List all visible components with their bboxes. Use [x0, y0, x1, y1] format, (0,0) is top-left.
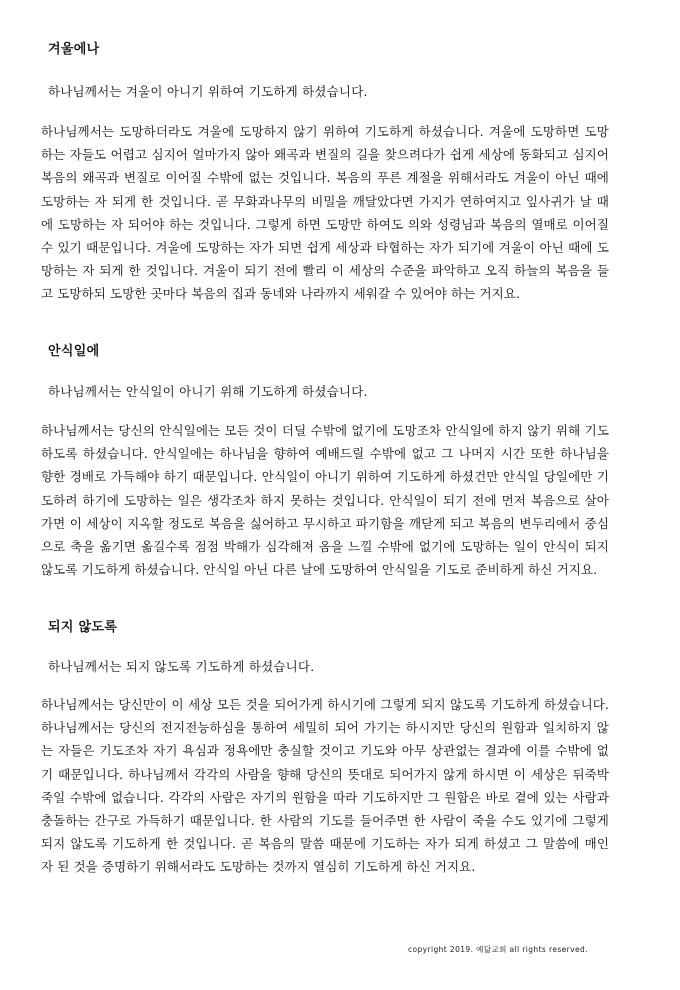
section-title-sabbath: 안식일에: [48, 344, 100, 359]
section-lead-not-become: 하나님께서는 되지 않도록 기도하게 하셨습니다.: [48, 659, 315, 674]
section-title-winter: 겨울에나: [48, 42, 100, 57]
section-body-sabbath: 하나님께서는 당신의 안식일에는 모든 것이 더딜 수밖에 없기에 도망조차 안식일에 하지 않기 위해 기도하도록 하셨습니다. 안식일에는 하나님을 향하여 예배드릴 수밖에 없고 그 나머지 시간 또한 하나님을 향한 경배로 가득해야 하기 때문입니다. 안식일이 아니기 위하여 기도하게 하셨건만 안식일 당일에만 기도하려 하기에 도망하는 일은 생각조차 하지 못하는 것입니다. 안식일이 되기 전에 먼저 복음으로 살아가면 이 세상이 지옥할 정도로 복음을 싫어하고 무시하고 파기함을 깨닫게 되고 복음의 변두리에서 중심으로 축을 옮기면 옮길수록 점점 박해가 심각해져 옴을 느낄 수밖에 없기에 도망하는 일이 안식이 되지 않도록 기도하게 하셨습니다. 안식일 아닌 다른 날에 도망하여 안식일을 기도로 준비하게 하신 거지요.: [41, 423, 609, 578]
section-title-not-become: 되지 않도록: [48, 620, 118, 635]
copyright-footer: copyright 2019. 예닮교회 all rights reserved.: [408, 945, 588, 954]
section-body-winter: 하나님께서는 도망하더라도 겨울에 도망하지 않기 위하여 기도하게 하셨습니다. 겨울에 도망하면 도망하는 자들도 어렵고 심지어 얼마가지 않아 왜곡과 변질의 길을 찾으려다가 쉽게 세상에 동화되고 심지어 복음의 왜곡과 변질로 이어질 수밖에 없는 것입니다. 복음의 푸른 계절을 위해서라도 겨울이 아닌 때에 도망하는 자 되게 한 것입니다. 곧 무화과나무의 비밀을 깨달았다면 가지가 연하여지고 잎사귀가 날 때에 도망하는 자 되어야 하는 것입니다. 그렇게 하면 도망만 하여도 의와 성령님과 복음의 열매로 이어질 수 있기 때문입니다. 겨울에 도망하는 자가 되면 쉽게 세상과 타협하는 자가 되기에 겨울이 아닌 때에 도망하는 자 되게 한 것입니다. 겨울이 되기 전에 빨리 이 세상의 수준을 파악하고 오직 하늘의 복음을 들고 도망하되 도망한 곳마다 복음의 집과 동네와 나라까지 세워갈 수 있어야 하는 거지요.: [41, 124, 609, 302]
section-body-not-become: 하나님께서는 당신만이 이 세상 모든 것을 되어가게 하시기에 그렇게 되지 않도록 기도하게 하셨습니다. 하나님께서는 당신의 전지전능하심을 통하여 세밀히 되어 가기는 하시지만 당신의 원함과 일치하지 않는 자들은 기도조차 자기 욕심과 정욕에만 충실할 것이고 기도와 아무 상관없는 결과에 이를 수밖에 없기 때문입니다. 하나님께서 각각의 사람을 향해 당신의 뜻대로 되어가지 않게 하시면 이 세상은 뒤죽박죽일 수밖에 없습니다. 각각의 사람은 자기의 원함을 따라 기도하지만 그 원함은 바로 곁에 있는 사람과 충돌하는 간구로 가득하기 때문입니다. 한 사람의 기도를 들어주면 한 사람이 죽을 수도 있기에 그렇게 되지 않도록 기도하게 한 것입니다. 곧 복음의 말씀 때문에 기도하는 자가 되게 하셨고 그 말씀에 매인 자 된 것을 증명하기 위해서라도 도망하는 것까지 열심히 기도하게 하신 거지요.: [41, 697, 609, 875]
section-lead-sabbath: 하나님께서는 안식일이 아니기 위해 기도하게 하셨습니다.: [48, 384, 368, 399]
section-lead-winter: 하나님께서는 겨울이 아니기 위하여 기도하게 하셨습니다.: [48, 84, 368, 99]
